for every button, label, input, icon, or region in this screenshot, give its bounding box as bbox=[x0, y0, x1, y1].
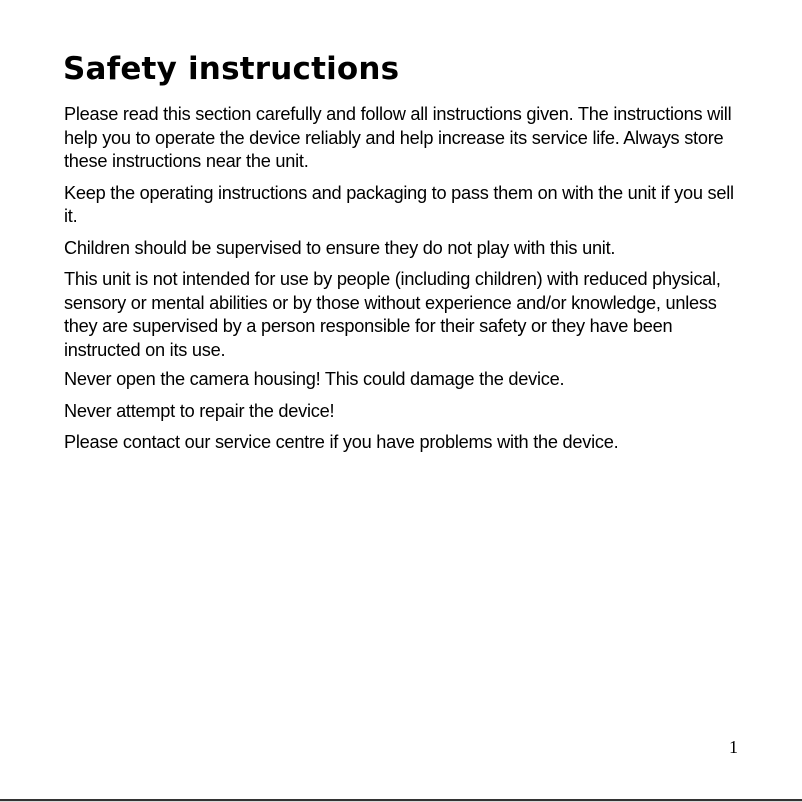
paragraph-keep-instructions: Keep the operating instructions and packaging to pass them on with the unit if you sell it. bbox=[64, 182, 734, 226]
section-title: Safety instructions bbox=[63, 51, 400, 87]
page-number: 1 bbox=[729, 737, 738, 757]
paragraph-children-supervision: Children should be supervised to ensure they do not play with this unit. bbox=[64, 237, 616, 258]
section-body bbox=[64, 103, 744, 463]
paragraph-reduced-abilities: This unit is not intended for use by people (including children) with reduced physical, sensory or mental abilities or by those without experience and/or knowledge, unless they are supervised by a person responsible for their safety or they have been instructed on its use. bbox=[64, 269, 721, 360]
paragraph-read-carefully: Please read this section carefully and follow all instructions given. The instructions will help you to operate the device reliably and help increase its service life. Always store these instructions near the unit. bbox=[64, 104, 732, 171]
paragraph-camera-housing: Never open the camera housing! This could damage the device. bbox=[64, 369, 565, 389]
paragraph-no-repair: Never attempt to repair the device! bbox=[64, 400, 335, 421]
paragraph-service-centre: Please contact our service centre if you have problems with the device. bbox=[64, 432, 619, 452]
